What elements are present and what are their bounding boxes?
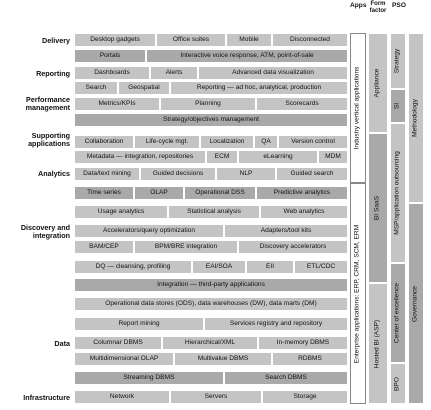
cell-localization: Localization	[200, 135, 254, 149]
cell-services-registry: Services registry and repository	[204, 317, 348, 331]
cell-data-text-mining: Data/text mining	[74, 167, 140, 181]
cell-collaboration: Collaboration	[74, 135, 134, 149]
vertical-center-of-excellence	[390, 263, 406, 363]
cell-accelerators-query-optimization: Accelerators/query optimization	[74, 224, 224, 238]
vertical-si	[390, 89, 406, 123]
cell-in-memory-dbms: In-memory DBMS	[258, 336, 348, 350]
cell-geospatial: Geospatial	[118, 81, 170, 95]
vertical-appliance	[368, 33, 388, 133]
category-performance-management: Performance management	[25, 95, 70, 112]
vertical-governance-label: Governance	[411, 285, 419, 322]
vertical-bi-saas-label: BI SaaS	[373, 195, 381, 221]
cell-strategy-objectives-management: Strategy/objectives management	[74, 113, 348, 127]
category-reporting: Reporting	[36, 69, 70, 78]
cell-olap: OLAP	[134, 186, 184, 200]
header-pso: PSO	[392, 2, 406, 9]
vertical-enterprise-applications-label: Enterprise applications: ERP, CRM, SCM, ERM	[353, 224, 361, 363]
header-form-factor: Form factor	[369, 1, 387, 14]
vertical-center-of-excellence-label: Center of excellence	[393, 282, 401, 344]
vertical-appliance-label: Appliance	[373, 68, 381, 98]
cell-hierarchical-xml: Hierarchical/XML	[162, 336, 258, 350]
cell-portals: Portals	[74, 49, 146, 63]
cell-office-suites: Office suites	[156, 33, 226, 47]
cell-ods-dw-dm: Operational data stores (ODS), data warehouses (DW), data marts (DM)	[74, 297, 348, 311]
cell-rdbms: RDBMS	[272, 352, 348, 366]
cell-reporting-adhoc: Reporting — ad hoc, analytical, production	[170, 81, 348, 95]
cell-guided-decisions: Guided decisions	[140, 167, 216, 181]
cell-guided-search: Guided search	[276, 167, 348, 181]
cell-streaming-dbms: Streaming DBMS	[74, 371, 224, 385]
vertical-strategy-label: Strategy	[393, 48, 401, 74]
cell-integration-third-party: Integration — third-party applications	[74, 278, 348, 292]
vertical-enterprise-applications	[350, 183, 366, 404]
vertical-bpo-label: BPO	[393, 376, 401, 391]
cell-servers: Servers	[170, 390, 262, 404]
cell-web-analytics: Web analytics	[260, 205, 348, 219]
cell-report-mining: Report mining	[74, 317, 204, 331]
cell-adapters-tool-kits: Adapters/tool kits	[224, 224, 348, 238]
category-analytics: Analytics	[38, 169, 70, 178]
vertical-hosted-bi-label: Hosted BI (ASP)	[373, 319, 381, 368]
cell-elearning: eLearning	[238, 150, 318, 164]
vertical-industry-applications	[350, 33, 366, 183]
vertical-methodology-label: Methodology	[411, 99, 419, 137]
cell-usage-analytics: Usage analytics	[74, 205, 168, 219]
cell-search-dbms: Search DBMS	[224, 371, 348, 385]
cell-etl-cdc: ETL/CDC	[294, 260, 348, 274]
cell-dashboards: Dashboards	[74, 66, 150, 80]
vertical-industry-applications-label: Industry vertical applications	[353, 66, 361, 150]
cell-disconnected: Disconnected	[272, 33, 348, 47]
cell-search: Search	[74, 81, 118, 95]
vertical-msp-outsourcing	[390, 123, 406, 263]
cell-metrics-kpis: Metrics/KPIs	[74, 97, 160, 111]
cell-multivalue-dbms: Multivalue DBMS	[174, 352, 272, 366]
cell-bpm-bre-integration: BPM/BRE integration	[134, 240, 238, 254]
category-discovery-integration: Discovery and integration	[20, 223, 70, 240]
cell-time-series: Time series	[74, 186, 134, 200]
cell-multidimensional-olap: Multidimensional OLAP	[74, 352, 174, 366]
cell-dq-cleansing-profiling: DQ — cleansing, profiling	[74, 260, 192, 274]
cell-qa: QA	[254, 135, 278, 149]
cell-operational-dss: Operational DSS	[184, 186, 256, 200]
vertical-bi-saas	[368, 133, 388, 283]
vertical-strategy	[390, 33, 406, 89]
category-infrastructure: Infrastructure	[23, 393, 70, 402]
cell-scorecards: Scorecards	[256, 97, 348, 111]
vertical-methodology	[408, 33, 424, 203]
cell-bam-cep: BAM/CEP	[74, 240, 134, 254]
vertical-governance	[408, 203, 424, 404]
cell-storage: Storage	[262, 390, 348, 404]
cell-eii: EII	[246, 260, 294, 274]
cell-mobile: Mobile	[226, 33, 272, 47]
category-delivery: Delivery	[42, 36, 70, 45]
cell-discovery-accelerators: Discovery accelerators	[238, 240, 348, 254]
cell-metadata: Metadata — integration, repositories	[74, 150, 206, 164]
cell-ecm: ECM	[206, 150, 238, 164]
cell-version-control: Version control	[278, 135, 348, 149]
cell-alerts: Alerts	[150, 66, 198, 80]
cell-life-cycle-mgt: Life-cycle mgt.	[134, 135, 200, 149]
vertical-msp-outsourcing-label: MSP/application outsourcing	[393, 151, 401, 235]
cell-columnar-dbms: Columnar DBMS	[74, 336, 162, 350]
vertical-si-label: SI	[393, 102, 401, 110]
cell-predictive-analytics: Predictive analytics	[256, 186, 348, 200]
cell-network: Network	[74, 390, 170, 404]
cell-nlp: NLP	[216, 167, 276, 181]
cell-ivr-atm-pos: Interactive voice response, ATM, point-of-sale	[146, 49, 348, 63]
cell-advanced-data-visualization: Advanced data visualization	[198, 66, 348, 80]
category-supporting-applications: Supporting applications	[28, 131, 70, 148]
cell-desktop-gadgets: Desktop gadgets	[74, 33, 156, 47]
cell-eai-soa: EAI/SOA	[192, 260, 246, 274]
vertical-hosted-bi	[368, 283, 388, 404]
header-apps: Apps	[350, 2, 367, 9]
cell-statistical-analysis: Statistical analysis	[168, 205, 260, 219]
category-data: Data	[54, 339, 70, 348]
cell-mdm: MDM	[318, 150, 348, 164]
cell-planning: Planning	[160, 97, 256, 111]
vertical-bpo	[390, 363, 406, 404]
